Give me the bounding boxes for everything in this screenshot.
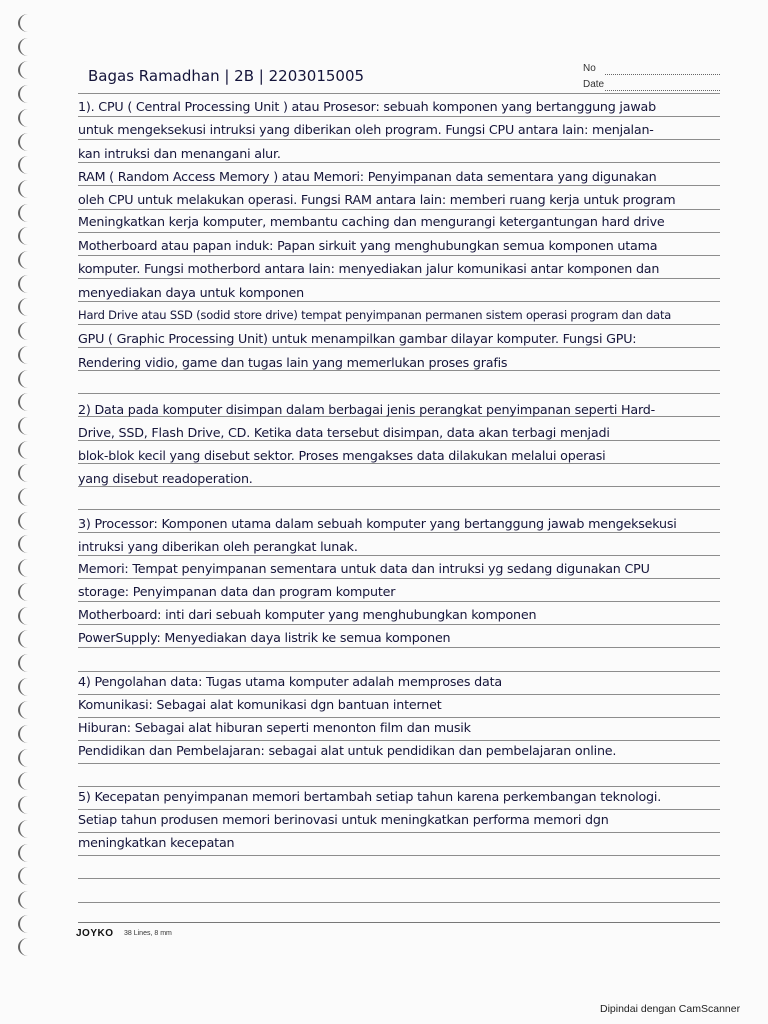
spiral-ring (18, 772, 38, 790)
ruled-line (78, 694, 720, 695)
spiral-ring (18, 370, 38, 388)
text-line: Meningkatkan kerja komputer, membantu caching dan mengurangi ketergantungan hard drive (78, 214, 665, 229)
ruled-line (78, 324, 720, 325)
spiral-ring (18, 607, 38, 625)
ruled-line (78, 647, 720, 648)
spiral-ring (18, 844, 38, 862)
spiral-ring (18, 204, 38, 222)
ruled-line (78, 717, 720, 718)
ruled-line (78, 255, 720, 256)
spiral-ring (18, 85, 38, 103)
ruled-line (78, 116, 720, 117)
ruled-line (78, 185, 720, 186)
ruled-line (78, 393, 720, 394)
text-line: 1). CPU ( Central Processing Unit ) atau Prosesor: sebuah komponen yang bertanggung jawab (78, 99, 656, 114)
spiral-ring (18, 891, 38, 909)
text-line: intruksi yang diberikan oleh perangkat lunak. (78, 539, 358, 554)
ruled-line (78, 232, 720, 233)
ruled-line (78, 578, 720, 579)
ruled-line (78, 855, 720, 856)
spiral-ring (18, 180, 38, 198)
no-label: No (583, 63, 596, 74)
spiral-ring (18, 251, 38, 269)
text-line: komputer. Fungsi motherbord antara lain: menyediakan jalur komunikasi antar komponen dan (78, 261, 660, 276)
ruled-line (78, 809, 720, 810)
ruled-line (78, 162, 720, 163)
ruled-line (78, 878, 720, 879)
spiral-ring (18, 441, 38, 459)
text-line: RAM ( Random Access Memory ) atau Memori: Penyimpanan data sementara yang digunakan (78, 169, 657, 184)
text-line: untuk mengeksekusi intruksi yang diberikan oleh program. Fungsi CPU antara lain: menjalan- (78, 122, 654, 137)
spiral-ring (18, 156, 38, 174)
text-line: Motherboard atau papan induk: Papan sirkuit yang menghubungkan semua komponen utama (78, 238, 658, 253)
spiral-ring (18, 227, 38, 245)
text-line: GPU ( Graphic Processing Unit) untuk menampilkan gambar dilayar komputer. Fungsi GPU: (78, 331, 637, 346)
text-line: 5) Kecepatan penyimpanan memori bertambah setiap tahun karena perkembangan teknologi. (78, 789, 662, 804)
spiral-ring (18, 915, 38, 933)
text-line: Hiburan: Sebagai alat hiburan seperti menonton film dan musik (78, 720, 471, 735)
spiral-ring (18, 109, 38, 127)
spiral-ring (18, 14, 38, 32)
text-line: Motherboard: inti dari sebuah komputer yang menghubungkan komponen (78, 607, 537, 622)
date-label: Date (583, 79, 605, 90)
text-line: 3) Processor: Komponen utama dalam sebuah komputer yang bertanggung jawab mengeksekusi (78, 516, 677, 531)
ruled-line (78, 624, 720, 625)
spiral-ring (18, 133, 38, 151)
spiral-ring (18, 725, 38, 743)
spiral-ring (18, 512, 38, 530)
spiral-ring (18, 559, 38, 577)
text-line: PowerSupply: Menyediakan daya listrik ke semua komponen (78, 630, 451, 645)
ruled-line (78, 139, 720, 140)
spiral-ring (18, 535, 38, 553)
ruled-line (78, 786, 720, 787)
text-line: Pendidikan dan Pembelajaran: sebagai alat untuk pendidikan dan pembelajaran online. (78, 743, 617, 758)
text-line: Setiap tahun produsen memori berinovasi untuk meningkatkan performa memori dgn (78, 812, 609, 827)
no-dotted-line (605, 74, 720, 75)
ruled-line (78, 486, 720, 487)
spiral-ring (18, 701, 38, 719)
text-line: storage: Penyimpanan data dan program komputer (78, 584, 396, 599)
bottom-rule (78, 922, 720, 923)
ruled-line (78, 532, 720, 533)
ruled-line (78, 209, 720, 210)
spiral-ring (18, 488, 38, 506)
spiral-ring (18, 298, 38, 316)
ruled-line (78, 902, 720, 903)
ruled-line (78, 671, 720, 672)
text-line: Hard Drive atau SSD (sodid store drive) tempat penyimpanan permanen sistem operasi program dan data (78, 308, 672, 322)
text-line: Drive, SSD, Flash Drive, CD. Ketika data tersebut disimpan, data akan terbagi menjadi (78, 425, 610, 440)
ruled-line (78, 555, 720, 556)
ruled-line (78, 93, 720, 94)
text-line: blok-blok kecil yang disebut sektor. Proses mengakses data dilakukan melalui operasi (78, 448, 606, 463)
ruled-line (78, 832, 720, 833)
ruled-line (78, 278, 720, 279)
text-line: 2) Data pada komputer disimpan dalam berbagai jenis perangkat penyimpanan seperti Hard- (78, 402, 655, 417)
spiral-binding (18, 0, 58, 960)
spiral-ring (18, 61, 38, 79)
spiral-ring (18, 583, 38, 601)
text-line: 4) Pengolahan data: Tugas utama komputer adalah memproses data (78, 674, 502, 689)
scanner-watermark: Dipindai dengan CamScanner (600, 1003, 741, 1015)
text-line: yang disebut readoperation. (78, 471, 253, 486)
spiral-ring (18, 346, 38, 364)
spiral-ring (18, 678, 38, 696)
spiral-ring (18, 938, 38, 956)
ruled-line (78, 763, 720, 764)
text-line: Rendering vidio, game dan tugas lain yang memerlukan proses grafis (78, 355, 508, 370)
text-line: kan intruksi dan menangani alur. (78, 146, 281, 161)
ruled-line (78, 601, 720, 602)
ruled-line (78, 509, 720, 510)
spiral-ring (18, 796, 38, 814)
spiral-ring (18, 464, 38, 482)
spiral-ring (18, 749, 38, 767)
spiral-ring (18, 654, 38, 672)
ruled-line (78, 740, 720, 741)
ruled-line (78, 347, 720, 348)
spiral-ring (18, 820, 38, 838)
text-line: meningkatkan kecepatan (78, 835, 235, 850)
text-line: oleh CPU untuk melakukan operasi. Fungsi RAM antara lain: memberi ruang kerja untuk program (78, 192, 676, 207)
ruled-line (78, 370, 720, 371)
spiral-ring (18, 630, 38, 648)
spiral-ring (18, 322, 38, 340)
ruled-line (78, 463, 720, 464)
spiral-ring (18, 38, 38, 56)
text-line: menyediakan daya untuk komponen (78, 285, 304, 300)
spiral-ring (18, 275, 38, 293)
notebook-spec: 38 Lines, 8 mm (124, 930, 172, 937)
student-name-line: Bagas Ramadhan | 2B | 2203015005 (88, 67, 365, 85)
text-line: Memori: Tempat penyimpanan sementara untuk data dan intruksi yg sedang digunakan CPU (78, 561, 650, 576)
date-dotted-line (605, 90, 720, 91)
ruled-line (78, 440, 720, 441)
notebook-brand-logo: JOYKO (76, 928, 114, 939)
text-line: Komunikasi: Sebagai alat komunikasi dgn bantuan internet (78, 697, 442, 712)
spiral-ring (18, 417, 38, 435)
spiral-ring (18, 393, 38, 411)
ruled-line (78, 301, 720, 302)
spiral-ring (18, 867, 38, 885)
